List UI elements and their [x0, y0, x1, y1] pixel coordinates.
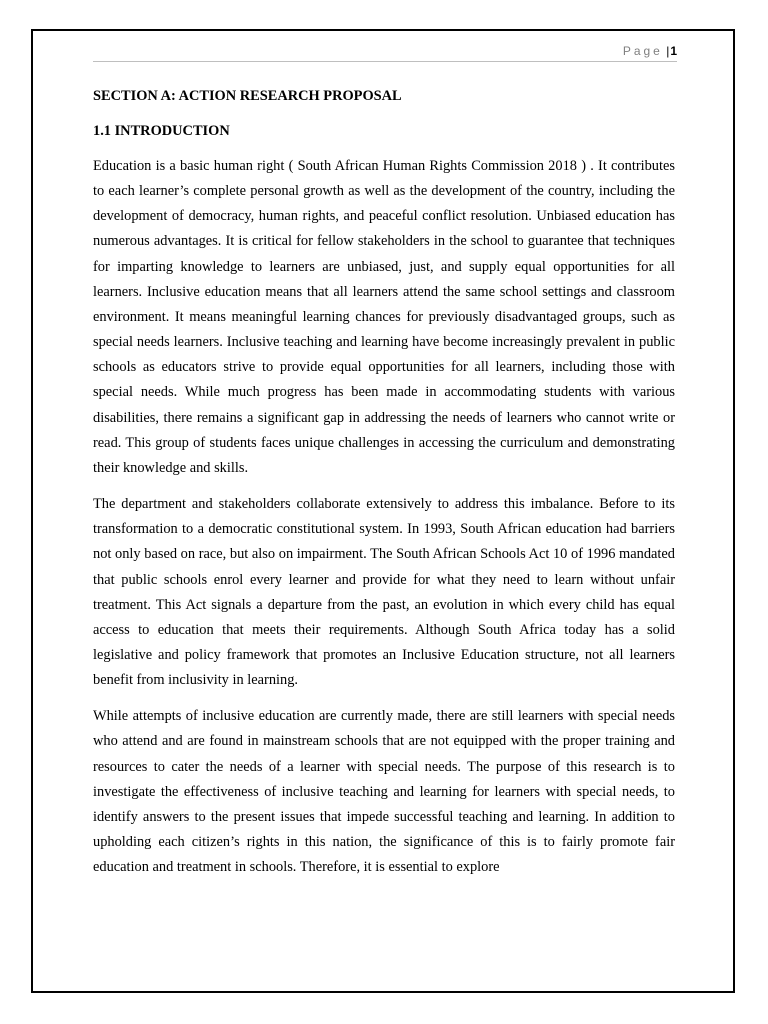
paragraph-1: Education is a basic human right ( South African Human Rights Commission 2018 ) . It contributes to each learner’s complete personal growth as well as the development of the country, including the development of democracy, human rights, and peaceful conflict resolution. Unbiased education has numerous advantages. It is critical for fellow stakeholders in the school to guarantee that techniques for imparting knowledge to learners are unbiased, just, and supply equal opportunities for all learners. Inclusive education means that all learners attend the same school settings and classroom environment. It means meaningful learning chances for previously disadvantaged groups, such as special needs learners. Inclusive teaching and learning have become increasingly prevalent in public schools as educators strive to provide equal opportunities for all learners, including those with special needs. While much progress has been made in accommodating students with various disabilities, there remains a significant gap in addressing the needs of learners who cannot write or read. This group of students faces unique challenges in accessing the curriculum and demonstrating their knowledge and skills. — [93, 158, 675, 476]
page-number: 1 — [670, 44, 677, 58]
section-title: SECTION A: ACTION RESEARCH PROPOSAL — [93, 88, 402, 104]
page-label: Page — [622, 44, 663, 58]
page-separator: | — [666, 44, 670, 58]
document-body — [93, 86, 675, 891]
page-header — [93, 43, 677, 62]
paragraph-3: While attempts of inclusive education are currently made, there are still learners with special needs who attend and are found in mainstream schools that are not equipped with the proper training and resources to cater the needs of a learner with special needs. The purpose of this research is to investigate the effectiveness of inclusive teaching and learning for learners with special needs, to identify answers to the present issues that impede successful teaching and learning. In addition to upholding each citizen’s rights in this nation, the significance of this is to fairly promote fair education and treatment in schools. Therefore, it is essential to explore — [93, 708, 675, 876]
subsection-title: 1.1 INTRODUCTION — [93, 123, 230, 139]
paragraph-2: The department and stakeholders collaborate extensively to address this imbalance. Before to its transformation to a democratic constitutional system. In 1993, South African education had barriers not only based on race, but also on impairment. The South African Schools Act 10 of 1996 mandated that public schools enrol every learner and provide for what they need to learn without unfair treatment. This Act signals a departure from the past, an evolution in which every child has equal access to education that meets their requirements. Although South Africa today has a solid legislative and policy framework that promotes an Inclusive Education structure, not all learners benefit from inclusivity in learning. — [93, 496, 675, 689]
